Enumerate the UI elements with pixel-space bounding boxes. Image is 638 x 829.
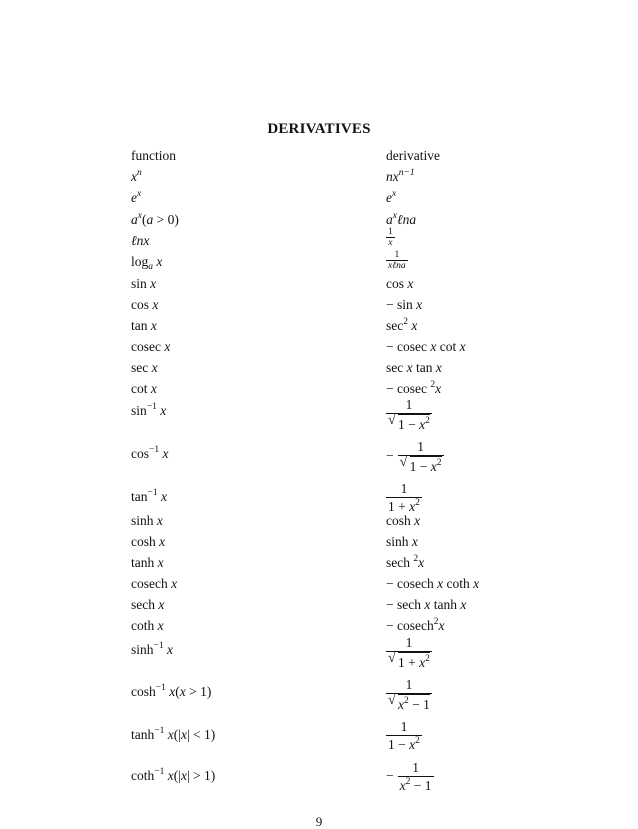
row-derivative: sec x tan x (386, 360, 442, 375)
row-function: $e^x$ (131, 189, 142, 205)
row-function: $x^n$ (131, 168, 142, 184)
row-derivative: sech $^2$x (386, 554, 425, 570)
row-function: sech x (131, 597, 165, 612)
header-derivative: derivative (386, 148, 440, 163)
row-function: $\sinh^{-1} x$ (131, 641, 173, 657)
row-function: cos x (131, 297, 159, 312)
page-number: 9 (315, 814, 323, 829)
row-derivative: $nx^{n-1}$ (386, 168, 415, 184)
row-derivative: − cosec x cot x (386, 339, 466, 354)
row-function: cosech x (131, 576, 178, 591)
row-function: cosec x (131, 339, 171, 354)
row-function: cosh x (131, 534, 166, 549)
row-function: $\sin^{-1} x$ (131, 402, 167, 418)
row-function: $\cosh^{-1} x(x > 1)$ (131, 683, 212, 699)
row-derivative: − cosech x coth x (386, 576, 480, 591)
row-derivative: $\frac{1}{1 + x^2}$ (388, 481, 420, 514)
row-derivative: 1 √ $x^2 - 1$ (388, 677, 430, 712)
row-function: $a^x(a > 0)$ (131, 211, 179, 227)
row-function: coth x (131, 618, 164, 633)
row-function: $\tanh^{-1} x(|x| < 1)$ (131, 726, 216, 742)
row-derivative: $e^x$ (386, 189, 397, 205)
row-derivative: 1 √ $1 - x^2$ (388, 397, 430, 432)
row-derivative: − cosech$^2$x (386, 617, 445, 633)
row-function: $\tan^{-1} x$ (131, 488, 167, 504)
header-function: function (131, 148, 176, 163)
page-title: DERIVATIVES (267, 121, 371, 137)
row-derivative: cosh x (386, 513, 421, 528)
row-derivative: − cosec $^2$x (386, 380, 442, 396)
row-derivative: sinh x (386, 534, 418, 549)
row-function: coth$^{-1}$ x(|x| > 1) (131, 767, 216, 783)
row-function: tanh x (131, 555, 164, 570)
row-function: sec x (131, 360, 158, 375)
row-function: sin x (131, 276, 157, 291)
row-derivative: − sin x (386, 297, 423, 312)
row-function: $\log_a x$ (131, 254, 163, 272)
row-function: tan x (131, 318, 157, 333)
row-derivative: $a^x\ell na$ (386, 211, 417, 227)
row-derivative: $\frac{1}{x}$ (388, 227, 393, 248)
row-derivative: − 1 √ $1 - x^2$ (386, 439, 442, 474)
row-derivative: − $\frac{1}{x^2 - 1}$ (386, 760, 432, 793)
row-function: ℓnx (131, 233, 150, 248)
row-derivative: cos x (386, 276, 414, 291)
row-derivative: 1 √ $1 + x^2$ (388, 635, 430, 670)
row-derivative: $\frac{1}{1 - x^2}$ (388, 719, 420, 752)
row-function: cot x (131, 381, 157, 396)
row-derivative: − sech x tanh x (386, 597, 467, 612)
row-function: sinh x (131, 513, 163, 528)
row-derivative: $\sec^2 x$ (386, 317, 418, 333)
row-derivative: $\frac{1}{\text{xℓna}}$ (388, 250, 406, 271)
row-function: $\cos^{-1} x$ (131, 445, 169, 461)
